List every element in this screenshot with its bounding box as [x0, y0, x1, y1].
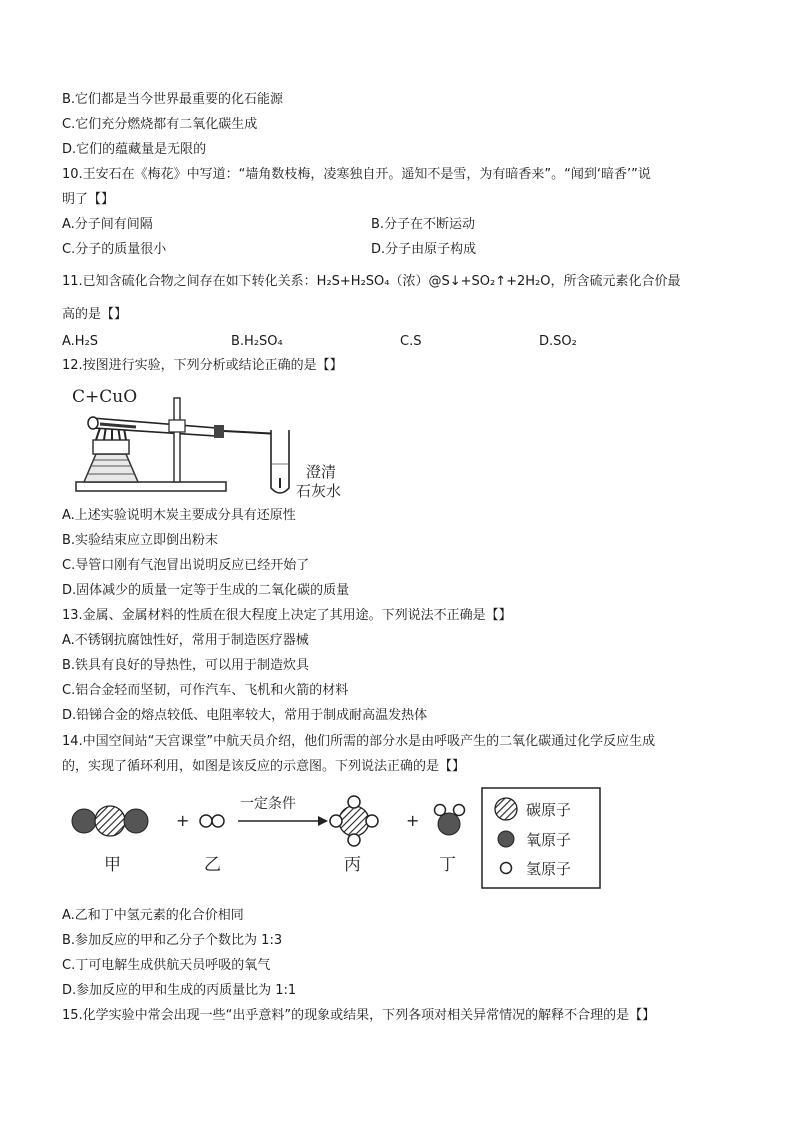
- molecule-ding: [435, 805, 465, 836]
- q9-option-b: B.它们都是当今世界最重要的化石能源: [62, 92, 284, 107]
- q10-option-d: D.分子由原子构成: [371, 242, 477, 257]
- molecule-jia: [72, 806, 148, 836]
- legend-oxygen: 氧原子: [526, 831, 572, 849]
- q13-option-d: D.铅锑合金的熔点较低、电阻率较大，常用于制成耐高温发热体: [62, 708, 428, 723]
- legend-hydrogen: 氢原子: [526, 860, 572, 878]
- q13-option-b: B.铁具有良好的导热性，可以用于制造炊具: [62, 658, 310, 673]
- q13-option-a: A.不锈钢抗腐蚀性好，常用于制造医疗器械: [62, 633, 309, 648]
- hydrogen-atom: [200, 815, 212, 827]
- q13-stem: 13.金属、金属材料的性质在很大程度上决定了其用途。下列说法不正确是【】: [62, 608, 512, 623]
- legend-carbon: 碳原子: [526, 801, 572, 819]
- q12-stem: 12.按图进行实验，下列分析或结论正确的是【】: [62, 358, 343, 373]
- hydrogen-atom: [454, 805, 465, 816]
- reaction-condition: 一定条件: [240, 796, 296, 812]
- q14-stem-line2: 的，实现了循环利用，如图是该反应的示意图。下列说法正确的是【】: [62, 759, 466, 774]
- stopper: [214, 425, 224, 438]
- q12-apparatus-figure: [66, 384, 386, 500]
- q11-option-a: A.H₂S: [62, 334, 99, 349]
- q12-option-a: A.上述实验说明木炭主要成分具有还原性: [62, 508, 296, 523]
- q14-option-c: C.丁可电解生成供航天员呼吸的氧气: [62, 958, 271, 973]
- oxygen-atom: [438, 813, 460, 835]
- hydrogen-atom: [330, 815, 342, 827]
- legend-hydrogen-icon: [501, 863, 512, 874]
- q12-reactants-label: C+CuO: [72, 387, 138, 407]
- q9-option-c: C.它们充分燃烧都有二氧化碳生成: [62, 117, 258, 132]
- q10-option-b: B.分子在不断运动: [371, 217, 476, 232]
- hydrogen-atom: [435, 805, 446, 816]
- burner-cap: [93, 440, 129, 454]
- label-yi: 乙: [204, 855, 221, 875]
- carbon-atom: [95, 806, 125, 836]
- legend-carbon-icon: [495, 798, 517, 820]
- limewater-label-2: 石灰水: [296, 482, 342, 500]
- test-tube-bottom: [88, 417, 98, 429]
- q9-option-d: D.它们的蕴藏量是无限的: [62, 142, 207, 157]
- alcohol-lamp: [84, 454, 138, 482]
- stand-rod: [174, 398, 180, 482]
- molecule-yi: [200, 815, 224, 827]
- q14-stem-line1: 14.中国空间站“天宫课堂”中航天员介绍，他们所需的部分水是由呼吸产生的二氧化碳通过化学反应生成: [62, 734, 656, 749]
- hydrogen-atom: [348, 796, 360, 808]
- plus-sign-2: +: [406, 811, 420, 830]
- stand-base: [76, 482, 226, 491]
- q11-stem-line2: 高的是【】: [62, 307, 128, 322]
- q14-reaction-figure: [66, 784, 606, 892]
- q11-option-c: C.S: [400, 334, 422, 349]
- oxygen-atom: [124, 809, 148, 833]
- hydrogen-atom: [366, 815, 378, 827]
- q15-stem: 15.化学实验中常会出现一些“出乎意料”的现象或结果，下列各项对相关异常情况的解释不合理的是【】: [62, 1008, 656, 1023]
- label-jia: 甲: [104, 855, 121, 875]
- clamp: [169, 420, 185, 432]
- q10-option-c: C.分子的质量很小: [62, 242, 167, 257]
- q10-option-a: A.分子间有间隔: [62, 217, 153, 232]
- limewater-label-1: 澄清: [306, 463, 337, 481]
- q12-option-d: D.固体减少的质量一定等于生成的二氧化碳的质量: [62, 583, 350, 598]
- legend-oxygen-icon: [498, 831, 514, 847]
- molecule-bing: [330, 796, 378, 846]
- q11-option-b: B.H₂SO₄: [231, 334, 283, 349]
- q12-option-c: C.导管口刚有气泡冒出说明反应已经开始了: [62, 558, 310, 573]
- label-bing: 丙: [344, 855, 361, 875]
- carbon-atom: [339, 806, 369, 836]
- label-ding: 丁: [439, 855, 456, 875]
- q12-option-b: B.实验结束应立即倒出粉末: [62, 533, 219, 548]
- hydrogen-atom: [348, 834, 360, 846]
- q13-option-c: C.铝合金轻而坚韧，可作汽车、飞机和火箭的材料: [62, 683, 349, 698]
- q10-stem-line1: 10.王安石在《梅花》中写道：“墙角数枝梅，凌寒独自开。遥知不是雪，为有暗香来”。“闻到‘暗香’”说: [62, 167, 651, 182]
- q14-option-d: D.参加反应的甲和生成的丙质量比为 1:1: [62, 983, 297, 998]
- q14-option-a: A.乙和丁中氢元素的化合价相同: [62, 908, 244, 923]
- test-tube: [92, 418, 216, 436]
- hydrogen-atom: [212, 815, 224, 827]
- plus-sign: +: [176, 811, 190, 830]
- q11-option-d: D.SO₂: [539, 334, 577, 349]
- oxygen-atom: [72, 809, 96, 833]
- arrow-head-icon: [318, 816, 328, 826]
- q10-stem-line2: 明了【】: [62, 192, 115, 207]
- q11-stem-line1: 11.已知含硫化合物之间存在如下转化关系：H₂S+H₂SO₄（浓）@S↓+SO₂↑+2H₂O，所含硫元素化合价最: [62, 274, 681, 289]
- q14-option-b: B.参加反应的甲和乙分子个数比为 1:3: [62, 933, 283, 948]
